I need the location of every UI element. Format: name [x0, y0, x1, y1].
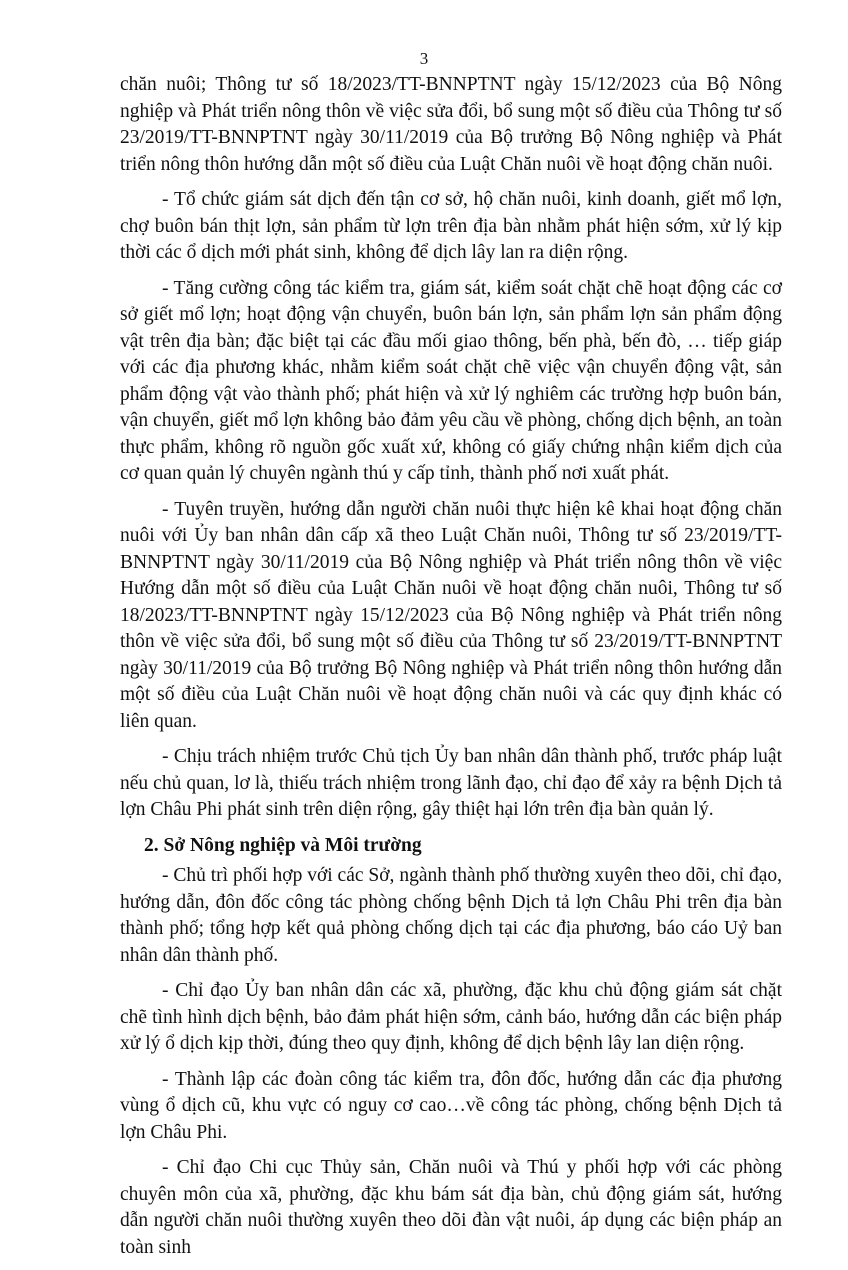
paragraph-continuation: chăn nuôi; Thông tư số 18/2023/TT-BNNPTNT ngày 15/12/2023 của Bộ Nông nghiệp và Phát triển nông thôn về việc sửa đổi, bổ sung một số điều của Thông tư số 23/2019/TT-BNNPTNT ngày 30/11/2019 của Bộ trưởng Bộ Nông nghiệp và Phát triển nông thôn hướng dẫn một số điều của Luật Chăn nuôi về hoạt động chăn nuôi. — [120, 74, 782, 175]
paragraph-veterinary-direction: - Chỉ đạo Chi cục Thủy sản, Chăn nuôi và Thú y phối hợp với các phòng chuyên môn của xã, phường, đặc khu bám sát địa bàn, chủ động giám sát, hướng dẫn người chăn nuôi thường xuyên theo dõi đàn vật nuôi, áp dụng các biện pháp an toàn sinh — [120, 1157, 782, 1258]
document-body — [120, 72, 782, 1270]
paragraph-direction: - Chỉ đạo Ủy ban nhân dân các xã, phường, đặc khu chủ động giám sát chặt chẽ tình hình dịch bệnh, bảo đảm phát hiện sớm, cảnh báo, hướng dẫn các biện pháp xử lý ổ dịch kịp thời, đúng theo quy định, không để dịch bệnh lây lan diện rộng. — [120, 980, 782, 1054]
paragraph-surveillance: - Tổ chức giám sát dịch đến tận cơ sở, hộ chăn nuôi, kinh doanh, giết mổ lợn, chợ buôn bán thịt lợn, sản phẩm từ lợn trên địa bàn nhằm phát hiện sớm, xử lý kịp thời các ổ dịch mới phát sinh, không để dịch lây lan ra diện rộng. — [120, 189, 782, 263]
paragraph-responsibility: - Chịu trách nhiệm trước Chủ tịch Ủy ban nhân dân thành phố, trước pháp luật nếu chủ quan, lơ là, thiếu trách nhiệm trong lãnh đạo, chỉ đạo để xảy ra bệnh Dịch tả lợn Châu Phi phát sinh trên diện rộng, gây thiệt hại lớn trên địa bàn quản lý. — [120, 746, 782, 820]
page-number: 3 — [419, 49, 429, 68]
paragraph-inspection: - Tăng cường công tác kiểm tra, giám sát, kiểm soát chặt chẽ hoạt động các cơ sở giết mổ lợn; hoạt động vận chuyển, buôn bán lợn, sản phẩm lợn sản phẩm động vật trên địa bàn; đặc biệt tại các đầu mối giao thông, bến phà, bến đò, … tiếp giáp với các địa phương khác, nhằm kiểm soát chặt chẽ việc vận chuyển động vật, sản phẩm động vật vào thành phố; phát hiện và xử lý nghiêm các trường hợp buôn bán, vận chuyển, giết mổ lợn không bảo đảm yêu cầu về phòng, chống dịch bệnh, an toàn thực phẩm, không rõ nguồn gốc xuất xứ, không có giấy chứng nhận kiểm dịch của cơ quan quản lý chuyên ngành thú y cấp tỉnh, thành phố nơi xuất phát. — [120, 277, 782, 484]
paragraph-propaganda: - Tuyên truyền, hướng dẫn người chăn nuôi thực hiện kê khai hoạt động chăn nuôi với Ủy ban nhân dân cấp xã theo Luật Chăn nuôi, Thông tư số 23/2019/TT-BNNPTNT ngày 30/11/2019 của Bộ Nông nghiệp và Phát triển nông thôn về việc Hướng dẫn một số điều của Luật Chăn nuôi về hoạt động chăn nuôi, Thông tư số 18/2023/TT-BNNPTNT ngày 15/12/2023 của Bộ Nông nghiệp và Phát triển nông thôn về việc sửa đổi, bổ sung một số điều của Thông tư số 23/2019/TT-BNNPTNT ngày 30/11/2019 của Bộ trưởng Bộ Nông nghiệp và Phát triển nông thôn hướng dẫn một số điều của Luật Chăn nuôi về hoạt động chăn nuôi và các quy định khác có liên quan. — [120, 498, 782, 732]
section-heading: 2. Sở Nông nghiệp và Môi trường — [144, 834, 422, 856]
paragraph-coordination: - Chủ trì phối hợp với các Sở, ngành thành phố thường xuyên theo dõi, chỉ đạo, hướng dẫn, đôn đốc công tác phòng chống bệnh Dịch tả lợn Châu Phi trên địa bàn thành phố; tổng hợp kết quả phòng chống dịch tại các địa phương, báo cáo Uỷ ban nhân dân thành phố. — [120, 865, 782, 966]
paragraph-working-groups: - Thành lập các đoàn công tác kiểm tra, đôn đốc, hướng dẫn các địa phương vùng ổ dịch cũ, khu vực có nguy cơ cao…về công tác phòng, chống bệnh Dịch tả lợn Châu Phi. — [120, 1068, 782, 1143]
